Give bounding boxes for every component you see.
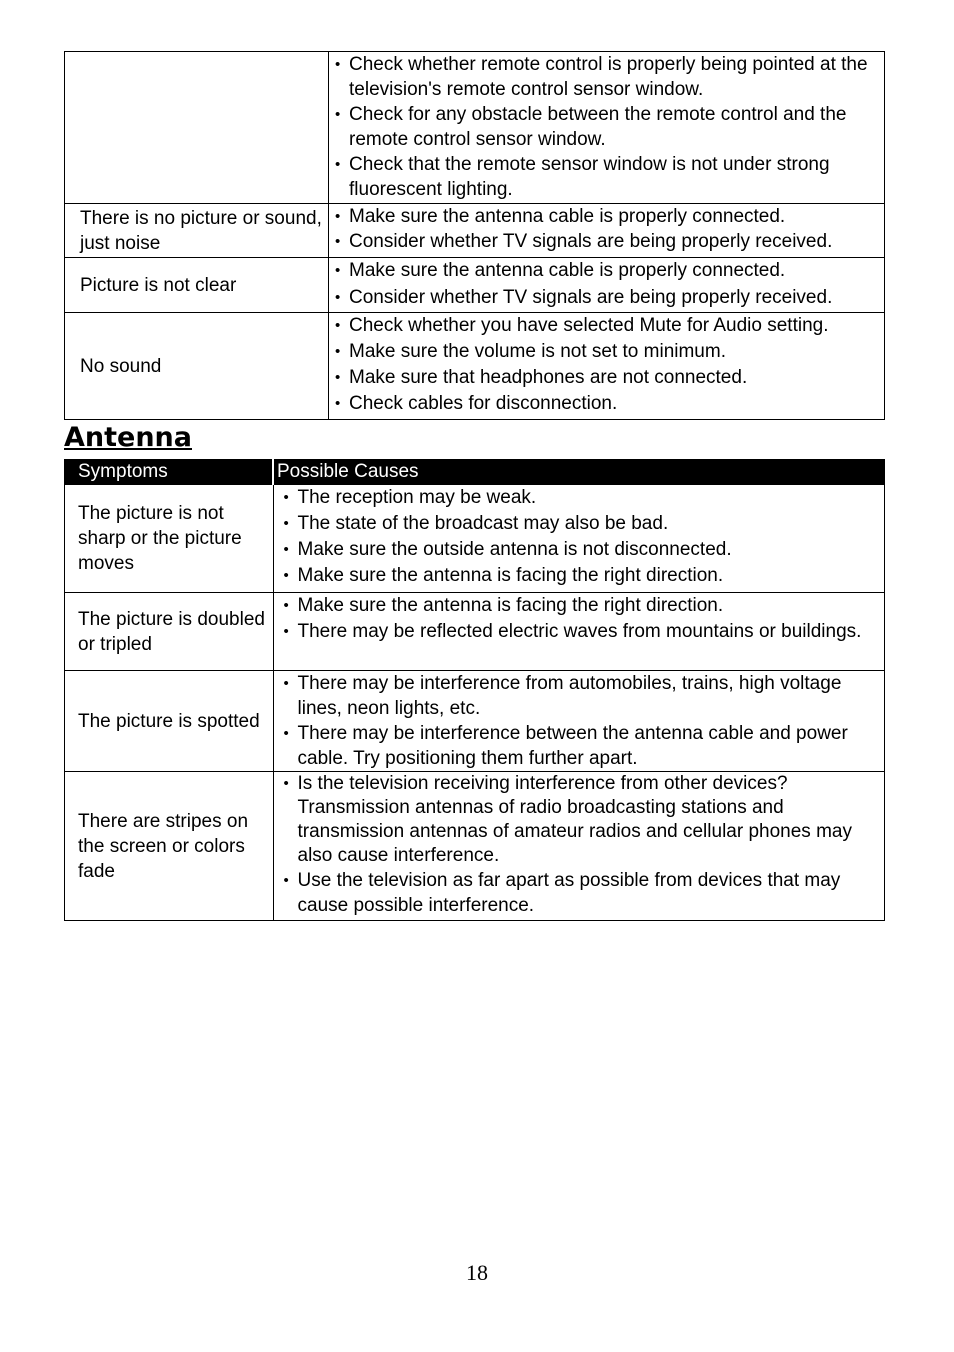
causes-cell	[329, 258, 885, 313]
list-item: • Make sure the volume is not set to minimum.	[335, 341, 726, 362]
symptom-cell	[65, 52, 329, 204]
troubleshooting-table	[64, 51, 885, 420]
symptom-cell: No sound	[65, 313, 329, 420]
symptom-cell: The picture is spotted	[65, 671, 274, 772]
causes-cell	[273, 593, 885, 671]
list-item: • Is the television receiving interference from other devices? Transmission antennas of radio broadcasting stations and transmission antennas of amateur radios and cellular phones may also cause interference.	[283, 773, 852, 866]
causes-cell	[273, 485, 885, 593]
table-row	[65, 593, 885, 671]
list-item: • Make sure the antenna cable is properly connected.	[335, 260, 786, 281]
symptom-cell: The picture is doubled or tripled	[65, 593, 274, 671]
list-item: • There may be reflected electric waves from mountains or buildings.	[283, 621, 862, 642]
table-row	[65, 52, 885, 204]
page-number: 18	[466, 1260, 488, 1285]
list-item: • Check that the remote sensor window is not under strong fluorescent lighting.	[335, 154, 830, 200]
list-item: • Make sure the antenna cable is properly connected.	[335, 206, 786, 227]
list-item: • Make sure that headphones are not connected.	[335, 367, 748, 388]
table-row	[65, 258, 885, 313]
section-heading-antenna: Antenna	[64, 422, 192, 453]
header-symptoms: Symptoms	[65, 460, 274, 485]
list-item: • Make sure the outside antenna is not disconnected.	[283, 539, 732, 560]
list-item: • Check whether remote control is properly being pointed at the television's remote control sensor window.	[335, 54, 868, 100]
symptom-cell: The picture is not sharp or the picture moves	[65, 485, 274, 593]
causes-cell	[273, 772, 885, 921]
symptom-cell: Picture is not clear	[65, 258, 329, 313]
list-item: • The state of the broadcast may also be bad.	[283, 513, 669, 534]
table-row	[65, 772, 885, 921]
list-item: • Check for any obstacle between the remote control and the remote control sensor window.	[335, 104, 847, 150]
list-item: • Make sure the antenna is facing the right direction.	[283, 595, 724, 616]
list-item: • The reception may be weak.	[283, 487, 537, 508]
symptom-cell: There is no picture or sound, just noise	[65, 204, 329, 258]
causes-cell	[329, 52, 885, 204]
table-row	[65, 313, 885, 420]
table-header	[65, 460, 885, 485]
list-item: • Check whether you have selected Mute for Audio setting.	[335, 315, 829, 336]
table-row	[65, 671, 885, 772]
list-item: • There may be interference between the antenna cable and power cable. Try positioning them further apart.	[283, 723, 848, 769]
antenna-table	[64, 459, 885, 921]
list-item: • Consider whether TV signals are being properly received.	[335, 231, 833, 252]
header-possible-causes: Possible Causes	[273, 460, 885, 485]
list-item: • Use the television as far apart as possible from devices that may cause possible interference.	[283, 870, 841, 916]
list-item: • Consider whether TV signals are being properly received.	[335, 287, 833, 308]
symptom-cell: There are stripes on the screen or colors fade	[65, 772, 274, 921]
list-item: • Make sure the antenna is facing the right direction.	[283, 565, 724, 586]
causes-cell	[329, 204, 885, 258]
causes-cell	[273, 671, 885, 772]
table-row	[65, 485, 885, 593]
table-row	[65, 204, 885, 258]
list-item: • There may be interference from automobiles, trains, high voltage lines, neon lights, etc.	[283, 673, 842, 719]
causes-cell	[329, 313, 885, 420]
list-item: • Check cables for disconnection.	[335, 393, 618, 414]
